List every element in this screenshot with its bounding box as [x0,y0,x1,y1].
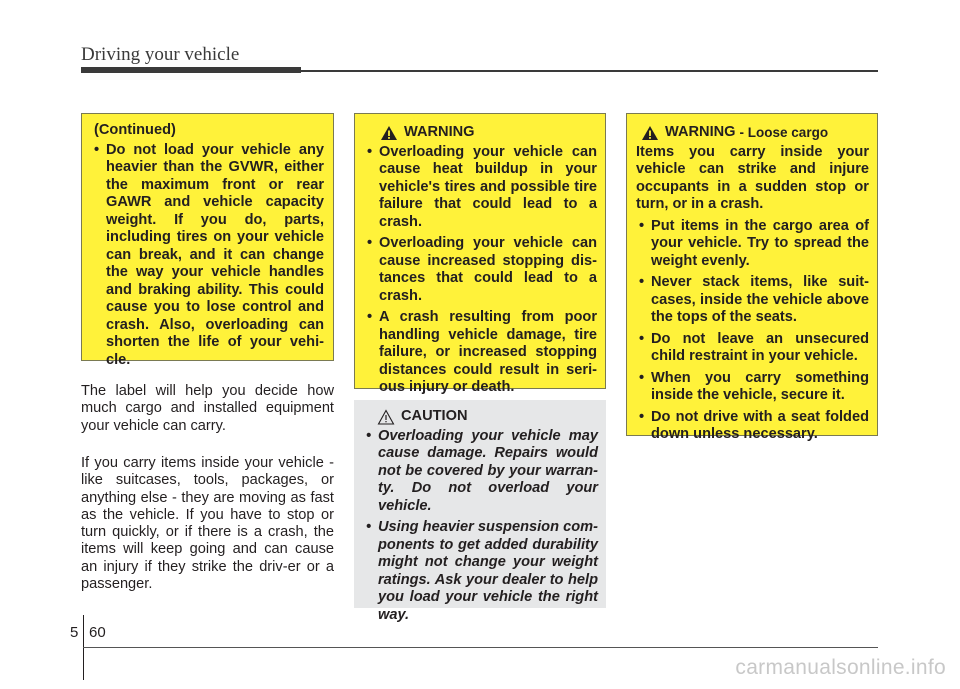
warning-item: • Overloading your vehicle can cause heat buildup in your vehicle's tires and possible tire failure that could lead to a crash. [367,143,597,230]
loose-cargo-item-text: Do not leave an unsecured child restraint in your vehicle. [651,330,869,364]
warning-title-text: WARNING [404,124,475,140]
warning-box [354,113,606,395]
warning-title [380,124,597,142]
caution-item: • Using heavier suspension com-ponents to get added durability might not change your weight ratings. Ask your dealer to help you load your vehicle the right way. [366,519,598,623]
page-header-title: Driving your vehicle [81,44,240,65]
warning-item: • A crash resulting from poor handling vehicle damage, tire failure, or increased stopping distances could result in seri-ous injury or death. [367,309,597,395]
caution-box [354,400,606,623]
loose-cargo-item-text: Do not drive with a seat folded down unless necessary. [651,408,869,442]
caution-item: • Overloading your vehicle may cause damage. Repairs would not be covered by your warran-ty. Do not overload your vehicle. [366,427,598,514]
page-number: 60 [89,624,106,641]
loose-cargo-item-text: When you carry something inside the vehicle, secure it. [651,369,869,403]
loose-cargo-intro: Items you carry inside your vehicle can strike and injure occupants in a sudden stop or turn, or in a crash. [636,143,869,212]
loose-cargo-item: • Do not drive with a seat folded down unless necessary. [639,408,869,442]
continued-label: (Continued) [94,122,176,138]
warning-item-text: A crash resulting from poor handling vehicle damage, tire failure, or increased stopping distances could result in seri-ous injury or death. [379,309,597,395]
loose-cargo-item: • When you carry something inside the vehicle, secure it. [639,369,869,403]
loose-cargo-title [641,124,869,142]
continued-warning-box [81,113,334,368]
loose-cargo-warning-box [626,113,878,442]
loose-cargo-title-suffix: - Loose cargo [739,125,829,140]
header-rule-thin [301,70,878,72]
body-paragraph: The label will help you decide how much cargo and installed equipment your vehicle can carry. [81,383,334,434]
header-rule-thick [81,67,301,73]
caution-item-text: Overloading your vehicle may cause damage. Repairs would not be covered by your warran-ty. Do not overload your vehicle. [378,427,598,514]
footer-horizontal-rule [83,647,878,648]
caution-title [377,408,598,426]
warning-item: • Overloading your vehicle can cause increased stopping dis-tances that could lead to a crash. [367,235,597,304]
continued-item-text: Do not load your vehicle any heavier than the GVWR, either the maximum front or rear GAWR and vehicle capacity weight. If you do, parts, including tires on your vehicle can break, and it can change the way your vehicle handles and braking ability. This could cause you to lose control and crash. Also, overloading can shorten the life of your vehi-cle. [106,141,324,368]
loose-cargo-item: • Do not leave an unsecured child restraint in your vehicle. [639,330,869,364]
body-paragraph: If you carry items inside your vehicle - like suitcases, tools, packages, or anything else - they are moving as fast as the vehicle. If you have to stop or turn quickly, or if there is a crash, the items will keep going and can cause an injury if they strike the driv-er or a passenger. [81,455,334,593]
section-number: 5 [70,624,79,641]
caution-triangle-icon [377,409,395,425]
loose-cargo-title-text: WARNING [665,124,736,140]
caution-item-text: Using heavier suspension com-ponents to get added durability might not change your weight ratings. Ask your dealer to help you load your vehicle the right way. [378,519,598,623]
loose-cargo-item-text: Never stack items, like suit-cases, inside the vehicle above the tops of the seats. [651,274,869,325]
warning-triangle-icon [641,125,659,141]
loose-cargo-item: • Put items in the cargo area of your vehicle. Try to spread the weight evenly. [639,217,869,269]
warning-item-text: Overloading your vehicle can cause heat buildup in your vehicle's tires and possible tire failure that could lead to a crash. [379,143,597,230]
loose-cargo-item: • Never stack items, like suit-cases, inside the vehicle above the tops of the seats. [639,274,869,325]
warning-item-text: Overloading your vehicle can cause increased stopping dis-tances that could lead to a crash. [379,235,597,304]
caution-title-text: CAUTION [401,408,468,424]
loose-cargo-item-text: Put items in the cargo area of your vehicle. Try to spread the weight evenly. [651,217,869,269]
warning-triangle-icon [380,125,398,141]
continued-item: • Do not load your vehicle any heavier than the GVWR, either the maximum front or rear GAWR and vehicle capacity weight. If you do, parts, including tires on your vehicle can break, and it can change the way your vehicle handles and braking ability. This could cause you to lose control and crash. Also, overloading can shorten the life of your vehi-cle. [94,141,324,368]
watermark: carmanualsonline.info [735,656,946,679]
